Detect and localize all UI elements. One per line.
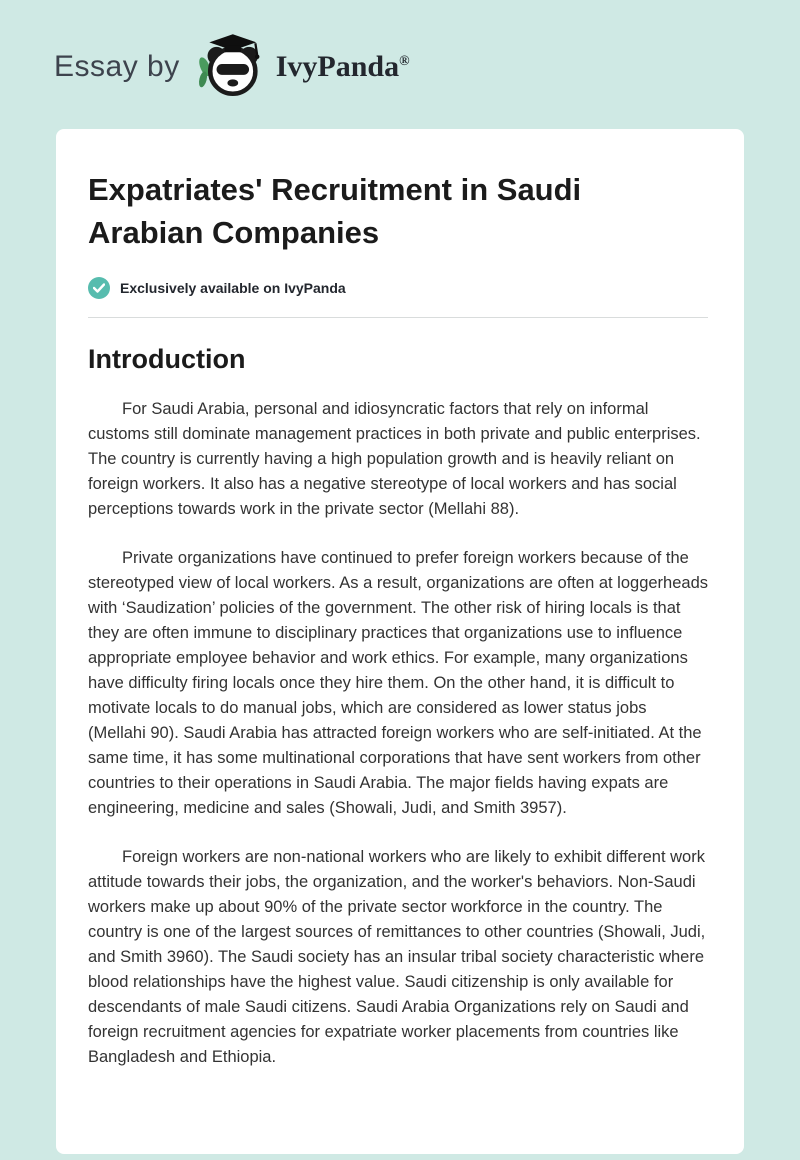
essay-paragraph: Private organizations have continued to prefer foreign workers because of the stereotyped view of local workers. As a result, organizations are often at loggerheads with ‘Saudization’ policies of the government. The other risk of hiring locals is that they are often immune to disciplinary practices that organizations use to influence appropriate employee behavior and work ethics. For example, many organizations have difficulty firing locals once they hire them. On the other hand, it is difficult to motivate locals to do manual jobs, which are considered as lower status jobs (Mellahi 90). Saudi Arabia has attracted foreign workers who are self-initiated. At the same time, it has some multinational corporations that have sent workers from other countries to their operations in Saudi Arabia. The major fields having expats are engineering, medicine and sales (Showali, Judi, and Smith 3957).	[88, 548, 709, 817]
check-icon	[88, 277, 110, 299]
essay-paragraph: Foreign workers are non-national workers who are likely to exhibit different work attitude towards their jobs, the organization, and the worker's behaviors. Non-Saudi workers make up about 90% of the private sector workforce in the country. The country is one of the largest sources of remittances to other countries (Showali, Judi, and Smith 3960). The Saudi society has an insular tribal society characteristic where blood relationships have the highest value. Saudi citizenship is only available for descendants of male Saudi citizens. Saudi Arabia Organizations rely on Saudi and foreign recruitment agencies for expatriate worker placements from countries like Bangladesh and Ethiopia.	[88, 847, 706, 1066]
page-title: Expatriates' Recruitment in Saudi Arabian Companies	[88, 172, 582, 250]
availability-label: Exclusively available on IvyPanda	[120, 279, 346, 296]
divider	[88, 317, 708, 318]
page-header	[0, 0, 800, 129]
panda-graduation-cap-icon	[194, 30, 268, 103]
registered-mark: ®	[399, 53, 410, 69]
availability-badge	[88, 277, 708, 299]
essay-paragraph: For Saudi Arabia, personal and idiosyncratic factors that rely on informal customs still dominate management practices in both private and public enterprises. The country is currently having a high population growth and is heavily reliant on foreign workers. It also has a negative stereotype of local workers and has social perceptions towards work in the private sector (Mellahi 88).	[88, 399, 701, 518]
ivypanda-logo	[194, 30, 410, 103]
essay-card	[56, 129, 744, 1154]
ivypanda-wordmark: IvyPanda®	[275, 49, 410, 83]
section-heading-introduction: Introduction	[88, 343, 246, 374]
essay-by-label: Essay by	[54, 49, 180, 83]
